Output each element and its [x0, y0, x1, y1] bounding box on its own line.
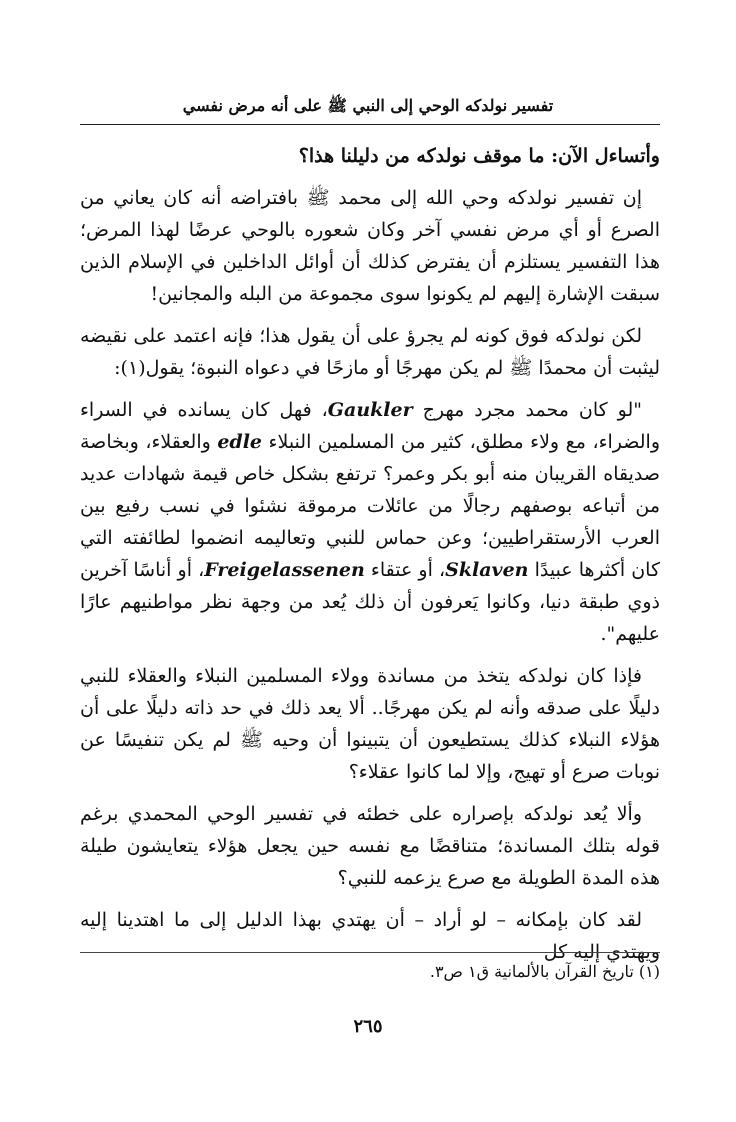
paragraph-6: وألا يُعد نولدكه بإصراره على خطئه في تفسير الوحي المحمدي برغم قوله بتلك المساندة؛ متناقضًا مع نفسه حين يجعل هؤلاء يتعايشون طيلة هذه المدة الطويلة مع صرع يزعمه للنبي؟ — [80, 803, 660, 889]
paragraph-7: لقد كان بإمكانه – لو أراد – أن يهتدي بهذا الدليل إلى ما اهتدينا إليه ويهتدي إليه كل — [80, 909, 660, 963]
quote-term-edle: edle — [217, 431, 263, 453]
quote-text-1: "لو كان محمد مجرد مهرج — [412, 399, 642, 421]
quote-text-5: ، أو أناسًا آخرين ذوي طبقة دنيا، وكانوا يَعرفون أن ذلك يُعد من وجهة نظر مواطنيهم عارًا عليهم". — [80, 559, 660, 645]
running-header: تفسير نولدكه الوحي إلى النبي ﷺ على أنه مرض نفسي — [182, 96, 554, 115]
quotation-paragraph — [80, 394, 660, 650]
paragraph-5: فإذا كان نولدكه يتخذ من مساندة وولاء المسلمين النبلاء والعقلاء للنبي دليلًا على صدقه وأنه لم يكن مهرجًا.. ألا يعد ذلك في حد ذاته دليلًا على أن هؤلاء النبلاء كذلك يستطيعون أن يتبينوا أن وحيه ﷺ لم يكن تنفيسًا عن نوبات صرع أو تهيج، وإلا لما كانوا عقلاء؟ — [80, 665, 660, 783]
quote-term-freigelassenen: Freigelassenen — [204, 559, 365, 581]
quote-term-sklaven: Sklaven — [445, 559, 529, 581]
header-divider — [80, 124, 660, 125]
quote-text-3: والعقلاء، وبخاصة صديقاه القريبان منه أبو بكر وعمر؟ ترتفع بشكل خاص قيمة شهادات عديد من أتباعه بوصفهم رجالًا من عائلات مرموقة نشئوا في نسب رفيع بين العرب الأرستقراطيين؛ وعن حماس للنبي وتعاليمه انضموا لطائفته التي كان أكثرها عبيدًا — [80, 431, 660, 581]
quote-term-gaukler: Gaukler — [327, 399, 413, 421]
paragraph-3: لكن نولدكه فوق كونه لم يجرؤ على أن يقول هذا؛ فإنه اعتمد على نقيضه ليثبت أن محمدًا ﷺ لم يكن مهرجًا أو مازحًا في دعواه النبوة؛ يقول(١): — [80, 325, 660, 379]
main-text — [80, 140, 660, 978]
footnote: (١) تاريخ القرآن بالألمانية ق١ ص٣. — [429, 962, 660, 981]
page-number: ٢٦٥ — [353, 1016, 383, 1037]
paragraph-2: إن تفسير نولدكه وحي الله إلى محمد ﷺ بافتراضه أنه كان يعاني من الصرع أو أي مرض نفسي آخر وكان شعوره بالوحي عرضًا لهذا المرض؛ هذا التفسير يستلزم أن يفترض كذلك أن أوائل الداخلين في الإسلام الذين سبقت الإشارة إليهم لم يكونوا سوى مجموعة من البله والمجانين! — [80, 187, 660, 305]
paragraph-question: وأتساءل الآن: ما موقف نولدكه من دليلنا هذا؟ — [298, 145, 660, 167]
quote-text-2: ، فهل كان يسانده في السراء والضراء، مع ولاء مطلق، كثير من المسلمين النبلاء — [80, 399, 660, 453]
footnote-divider — [80, 952, 660, 953]
quote-text-4: ، أو عتقاء — [364, 559, 446, 581]
